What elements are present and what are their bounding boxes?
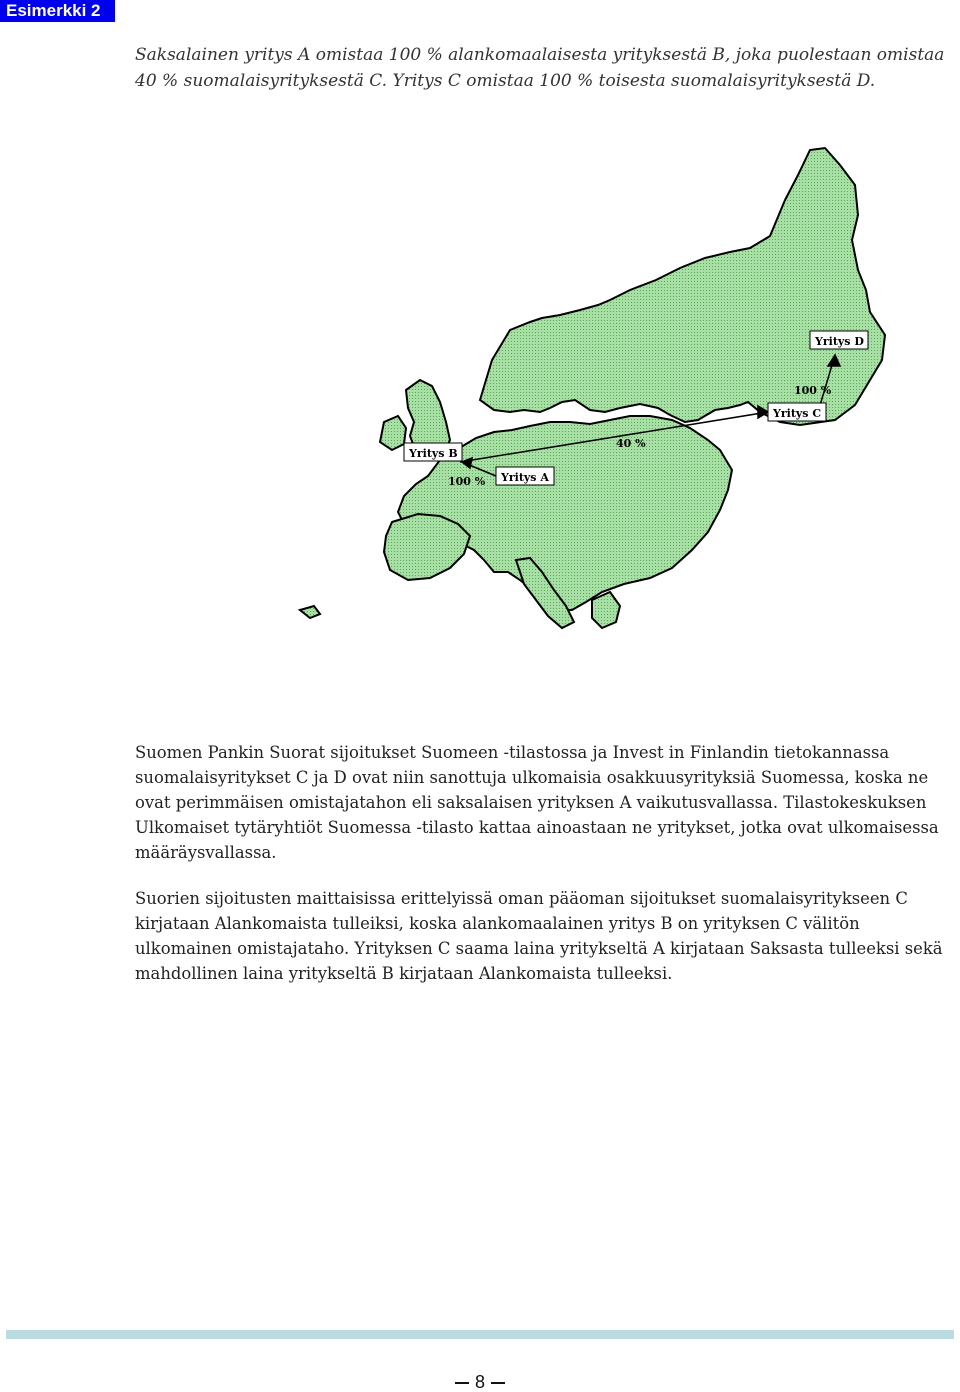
label-yritys-b: Yritys B: [409, 447, 458, 460]
paragraph-country-breakdown: Suorien sijoitusten maittaisissa erittelyissä oman pääoman sijoitukset suomalaisyritykseen C kirjataan Alankomaista tulleiksi, koska alankomaalainen yritys B on yrityksen C välitön ulkomainen omistajataho. Yrityksen C saama laina yritykseltä A kirjataan Saksasta tulleeksi sekä mahdollinen laina yritykseltä B kirjataan Alankomaista tulleeksi.: [135, 889, 943, 983]
iberia-shape: [384, 514, 470, 580]
example-heading: Esimerkki 2: [0, 0, 115, 22]
label-yritys-d: Yritys D: [815, 335, 864, 348]
page-number-dash-right: [491, 1382, 505, 1384]
intro-text: Saksalainen yritys A omistaa 100 % alankomaalaisesta yrityksestä B, joka puolestaan omistaa 40 % suomalaisyrityksestä C. Yritys C omistaa 100 % toisesta suomalaisyrityksestä D.: [135, 45, 945, 91]
label-pct-bc: 40 %: [616, 437, 646, 450]
label-pct-ab: 100 %: [448, 475, 486, 488]
label-yritys-a: Yritys A: [501, 471, 549, 484]
footer-bar: [6, 1330, 954, 1339]
paragraph-ownership-statistics: Suomen Pankin Suorat sijoitukset Suomeen -tilastossa ja Invest in Finlandin tietokannassa suomalaisyritykset C ja D ovat niin sanottuja ulkomaisia osakkuusyrityksiä Suomessa, koska ne ovat perimmäisen omistajatahon eli saksalaisen yrityksen A vaikutusvallassa. Tilastokeskuksen Ulkomaiset tytäryhtiöt Suomessa -tilasto kattaa ainoastaan ne yritykset, jotka ovat ulkomaisessa määräysvallassa.: [135, 743, 939, 862]
page-number: [440, 1372, 520, 1392]
page-number-value: 8: [474, 1372, 485, 1392]
page-number-dash-left: [455, 1382, 469, 1384]
europe-ownership-map: [280, 140, 900, 640]
label-pct-cd: 100 %: [794, 384, 832, 397]
greece-shape: [592, 592, 620, 628]
label-yritys-c: Yritys C: [773, 407, 822, 420]
ireland-shape: [380, 416, 406, 450]
iceland-shape: [300, 606, 320, 618]
